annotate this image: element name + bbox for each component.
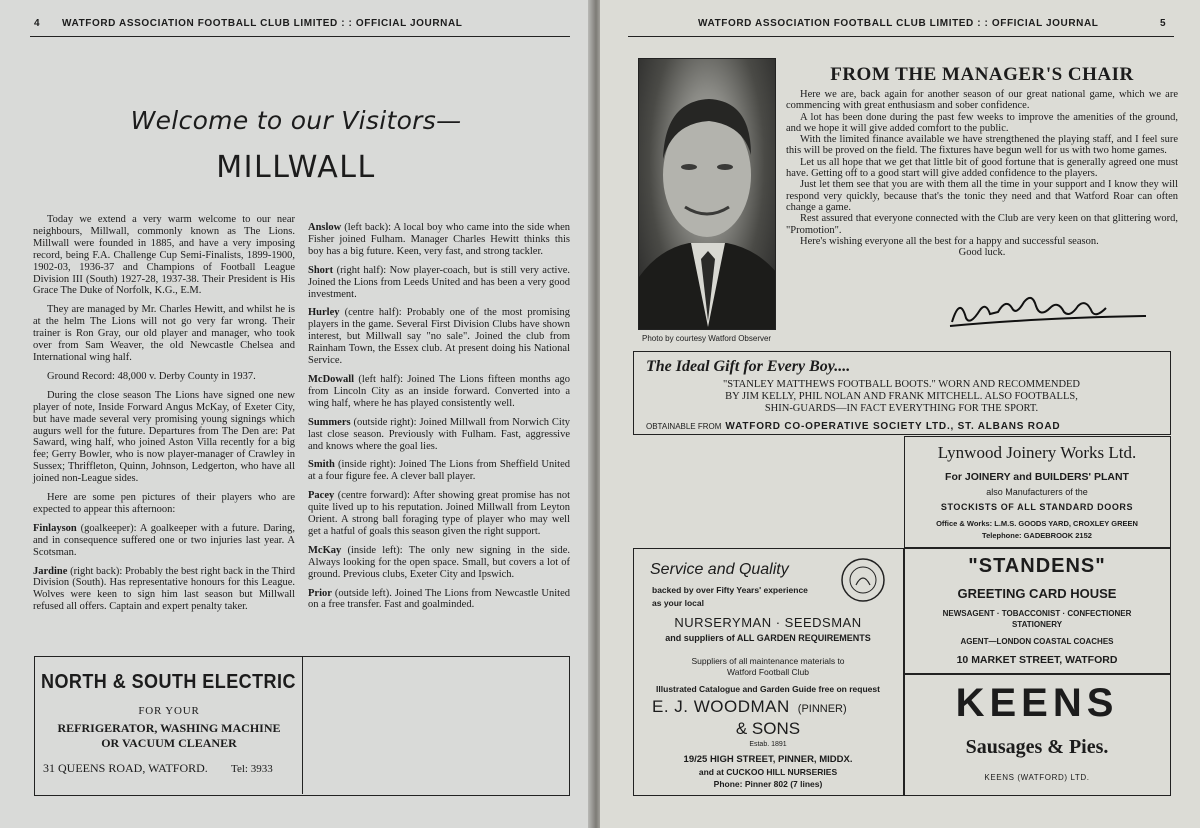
gift-ad-store-line xyxy=(646,416,1060,434)
woodman-seal-icon xyxy=(840,557,886,603)
manager-sign-off: Good luck. xyxy=(958,247,1006,259)
article-column-2 xyxy=(308,222,570,618)
lynwood-joinery-ad xyxy=(904,436,1171,548)
lynwood-name: Lynwood Joinery Works Ltd. xyxy=(937,443,1137,462)
visiting-club-name: MILLWALL xyxy=(216,150,376,185)
electric-ad-tel: Tel: 3933 xyxy=(231,763,273,775)
page-number-right: 5 xyxy=(1160,18,1166,29)
keens-name: KEENS xyxy=(955,681,1119,725)
woodman-pinner: (PINNER) xyxy=(797,703,847,715)
electric-ad-panel xyxy=(35,657,303,794)
manager-paragraph: Let us all hope that we get that little bit of good fortune that is generally agreed one must have. Getting off to a good start will give added confidence to the players. xyxy=(786,156,1178,180)
manager-portrait-icon xyxy=(639,59,776,330)
player-entry: Prior (outside left). Joined The Lions from Newcastle United on a free transfer. Fast and goalminded. xyxy=(308,587,570,611)
manager-paragraph: A lot has been done during the past few weeks to improve the amenities of the ground, and we hope it will give added comfort to the public. xyxy=(786,111,1178,134)
lynwood-line4: Office & Works: L.M.S. GOODS YARD, CROXLEY GREEN xyxy=(936,519,1138,528)
lynwood-line5: Telephone: GADEBROOK 2152 xyxy=(982,531,1092,540)
standens-card-house-ad xyxy=(904,548,1171,674)
keens-footer: KEENS (WATFORD) LTD. xyxy=(984,773,1090,782)
left-page xyxy=(0,0,592,828)
management-paragraph: They are managed by Mr. Charles Hewitt, and whilst he is at the helm The Lions will not go very far wrong. Their trainer is Ron Gray, our old player and manager, who took over from Sam Weaver, the old Newcastle Chelsea and International wing half. xyxy=(33,304,295,363)
woodman-line4: and suppliers of ALL GARDEN REQUIREMENTS xyxy=(665,633,871,643)
gift-ad-store: WATFORD CO-OPERATIVE SOCIETY LTD., ST. ALBANS ROAD xyxy=(725,421,1061,432)
north-south-electric-ad xyxy=(34,656,570,796)
welcome-heading: Welcome to our Visitors— xyxy=(130,106,462,135)
player-entry: Anslow (left back): A local boy who came into the side when Fisher joined Fulham. Manager Charles Hewitt thinks this boy has a big future. Keen, very fast, and strong tackler. xyxy=(308,222,570,257)
manager-photo xyxy=(638,58,776,330)
gift-ad-line1: "STANLEY MATTHEWS FOOTBALL BOOTS." WORN AND RECOMMENDED xyxy=(722,379,1081,390)
woodman-line3: NURSERYMAN · SEEDSMAN xyxy=(674,615,862,630)
woodman-line1: backed by over Fifty Years' experience xyxy=(652,585,808,595)
woodman-estab: Estab. 1891 xyxy=(749,741,787,748)
manager-paragraph: Rest assured that everyone connected with the Club are very keen on that glittering word, "Promotion". xyxy=(786,213,1178,236)
manager-paragraph: With the limited finance available we have strengthened the playing staff, and I feel sure this will be proved on the field. The fixtures have begun well for us with two home games. xyxy=(786,134,1178,157)
close-season-paragraph: During the close season The Lions have signed one new player of note, Inside Forward Angus McKay, of Exeter City, but have made several very promising young signings which augurs well for the future. Departures from The Den are: Pat Saward, wing half, who joined Aston Villa recently for a big fee; Gerry Bowler, who is now player-manager of Crawley in Sussex; Thriffleton, Quinn, Johnson, Ledgerton, who have all joined non-League sides. xyxy=(33,389,295,485)
player-entry: McKay (inside left): The only new signing in the side. Always looking for the open space. Small, but covers a lot of ground. Previous clubs, Exeter City and Ipswich. xyxy=(308,544,570,580)
running-header-right: WATFORD ASSOCIATION FOOTBALL CLUB LIMITED : : OFFICIAL JOURNAL xyxy=(698,18,1099,29)
woodman-phone: Phone: Pinner 802 (7 lines) xyxy=(713,779,823,789)
running-header-left: WATFORD ASSOCIATION FOOTBALL CLUB LIMITED : : OFFICIAL JOURNAL xyxy=(62,18,463,29)
electric-ad-line1: REFRIGERATOR, WASHING MACHINE xyxy=(57,721,281,735)
ground-record: Ground Record: 48,000 v. Derby County in 1937. xyxy=(47,370,256,382)
player-entry: Smith (inside right): Joined The Lions from Sheffield United at a four figure fee. A clever ball player. xyxy=(308,459,570,483)
woodman-address2: and at CUCKOO HILL NURSERIES xyxy=(698,767,838,777)
lynwood-line2: also Manufacturers of the xyxy=(986,487,1088,497)
electric-ad-address: 31 QUEENS ROAD, WATFORD. xyxy=(43,761,208,775)
standens-line5: 10 MARKET STREET, WATFORD xyxy=(956,654,1118,666)
standens-line4: AGENT—LONDON COASTAL COACHES xyxy=(960,637,1114,646)
woodman-address1: 19/25 HIGH STREET, PINNER, MIDDX. xyxy=(683,754,853,765)
gift-ad-obtainable: OBTAINABLE FROM xyxy=(646,422,722,431)
player-entry: Pacey (centre forward): After showing great promise has not quite lived up to his reputation. Joined Millwall from Leyton Orient. A strong ball foraging type of player who may well get a hatful of goals this season given the right support. xyxy=(308,490,570,537)
header-rule-right xyxy=(628,36,1174,37)
standens-line3: STATIONERY xyxy=(1011,620,1063,629)
intro-paragraph: Today we extend a very warm welcome to our near neighbours, Millwall, commonly known as The Lions. Millwall were founded in 1885, and have a very imposing record, being F.A. Challenge Cup Semi-Finalists, 1899-1900, 1902-03, 1936-37 and Champions of Football League Division III (South) 1927-28, 1937-38. Their President is His Grace The Duke of Norfolk, K.G., E.M. xyxy=(33,214,295,297)
signature-icon xyxy=(946,288,1156,332)
manager-paragraph: Here we are, back again for another season of our great national game, which we are commencing with great enthusiasm and sober confidence. xyxy=(786,89,1178,112)
page-number-left: 4 xyxy=(34,18,40,29)
player-entry: Finlayson (goalkeeper): A goalkeeper with a future. Daring, and in consequence suffered one or two injuries last year. A Scotsman. xyxy=(33,522,295,558)
keens-sausages-ad xyxy=(904,674,1171,796)
lynwood-line1: For JOINERY and BUILDERS' PLANT xyxy=(945,471,1129,483)
ideal-gift-ad xyxy=(633,351,1171,435)
manager-article-title: FROM THE MANAGER'S CHAIR xyxy=(830,64,1134,85)
woodman-line2: as your local xyxy=(652,598,704,608)
gift-ad-title: The Ideal Gift for Every Boy.... xyxy=(646,358,851,375)
player-entry: Hurley (centre half): Probably one of the most promising players in the game. Several First Division Clubs have shown interest, but Millwall say "no sale". Joined the club from Rainham Town, the Essex club. At present doing his National Service. xyxy=(308,307,570,367)
photo-caption: Photo by courtesy Watford Observer xyxy=(642,334,772,343)
woodman-title: Service and Quality xyxy=(650,561,789,578)
manager-paragraph: Here's wishing everyone all the best for a happy and successful season. xyxy=(800,235,1099,247)
player-entry: McDowall (left half): Joined The Lions fifteen months ago from Lincoln City as an inside forward. Converted into a wing half, where he has played consistently well. xyxy=(308,373,570,409)
standens-line1: GREETING CARD HOUSE xyxy=(957,586,1117,601)
electric-ad-line2: OR VACUUM CLEANER xyxy=(101,736,237,750)
article-column-1 xyxy=(33,214,295,620)
electric-ad-for: FOR YOUR xyxy=(138,705,200,717)
player-entry: Jardine (right back): Probably the best right back in the Third Division (South). Has representative honours for this League. Wolves were keen to sign him last season but Millwall refused all offers. Captain and expert penalty taker. xyxy=(33,565,295,613)
lynwood-line3: STOCKISTS OF ALL STANDARD DOORS xyxy=(940,502,1134,512)
keens-tagline: Sausages & Pies. xyxy=(965,736,1109,758)
woodman-name1: E. J. WOODMAN xyxy=(652,697,790,716)
woodman-name-line xyxy=(652,697,847,717)
player-entry: Summers (outside right): Joined Millwall from Norwich City last close season. Previously with Fulham. Fast, aggressive and knows where the goal lies. xyxy=(308,416,570,452)
electric-ad-name: NORTH & SOUTH ELECTRIC xyxy=(41,671,296,693)
woodman-nurseries-ad xyxy=(633,548,904,796)
gift-ad-line2: BY JIM KELLY, PHIL NOLAN AND FRANK MITCHELL. ALSO FOOTBALLS, xyxy=(725,391,1078,402)
woodman-line6: Watford Football Club xyxy=(727,667,809,677)
woodman-name2: & SONS xyxy=(735,719,801,738)
manager-signature xyxy=(946,288,1156,332)
woodman-line5: Suppliers of all maintenance materials to xyxy=(691,656,845,666)
standens-line2: NEWSAGENT · TOBACCONIST · CONFECTIONER xyxy=(942,609,1132,618)
player-entry: Short (right half): Now player-coach, but is still very active. Joined the Lions from Leeds United and has been a very good investment. xyxy=(308,264,570,300)
standens-name: "STANDENS" xyxy=(968,555,1106,577)
gift-ad-line3: SHIN-GUARDS—IN FACT EVERYTHING FOR THE SPORT. xyxy=(764,403,1039,414)
header-rule-left xyxy=(30,36,570,37)
pen-pictures-intro: Here are some pen pictures of their players who are expected to appear this afternoon: xyxy=(33,492,295,515)
manager-paragraph: Just let them see that you are with them all the time in your support and I know they will respond very quickly, because that's the tonic they need and that Watford Roar can often change a game. xyxy=(786,179,1178,213)
manager-article-body xyxy=(786,89,1178,258)
woodman-line7: Illustrated Catalogue and Garden Guide free on request xyxy=(656,684,880,694)
